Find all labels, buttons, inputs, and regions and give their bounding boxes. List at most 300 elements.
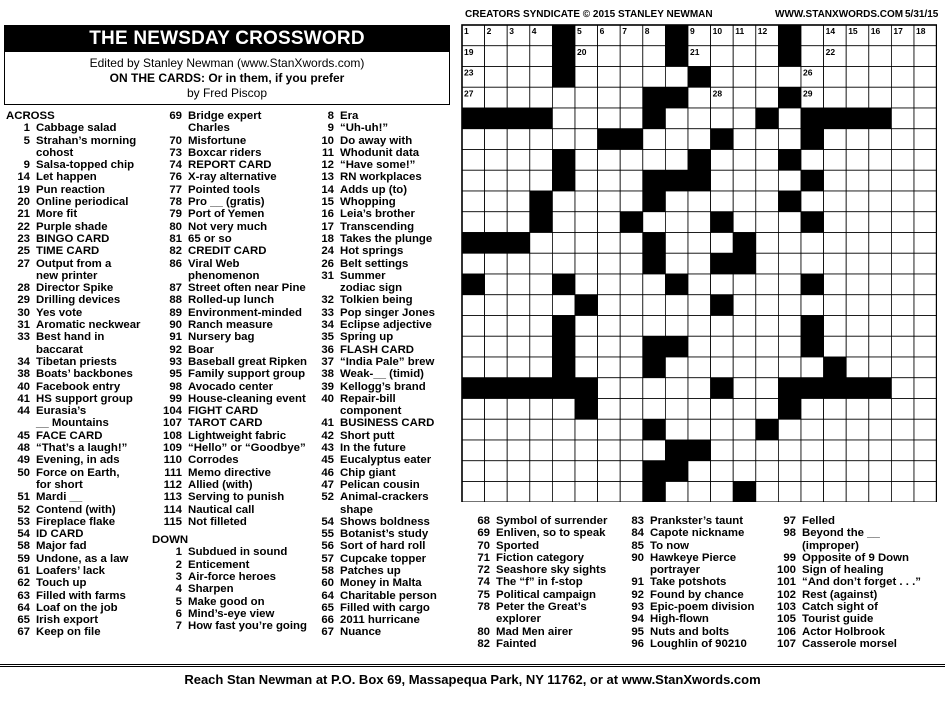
grid-cell[interactable] [688, 87, 711, 108]
grid-cell[interactable] [643, 150, 666, 171]
grid-cell[interactable] [778, 108, 801, 129]
grid-cell[interactable] [643, 67, 666, 88]
grid-cell[interactable] [824, 233, 847, 254]
grid-cell[interactable] [485, 336, 508, 357]
grid-cell[interactable] [824, 316, 847, 337]
grid-cell[interactable] [620, 233, 643, 254]
grid-cell[interactable] [665, 212, 688, 233]
grid-cell[interactable] [891, 253, 914, 274]
grid-cell[interactable] [485, 150, 508, 171]
grid-cell[interactable] [688, 419, 711, 440]
grid-cell[interactable] [552, 482, 575, 503]
grid-cell[interactable] [507, 129, 530, 150]
grid-cell[interactable] [507, 419, 530, 440]
grid-cell[interactable] [575, 170, 598, 191]
grid-cell[interactable] [507, 150, 530, 171]
grid-cell[interactable] [485, 419, 508, 440]
grid-cell[interactable] [485, 295, 508, 316]
grid-cell[interactable] [530, 316, 553, 337]
grid-cell[interactable] [552, 233, 575, 254]
grid-cell[interactable] [756, 399, 779, 420]
grid-cell[interactable] [756, 87, 779, 108]
grid-cell[interactable] [914, 357, 937, 378]
grid-cell[interactable] [688, 253, 711, 274]
grid-cell[interactable] [620, 316, 643, 337]
grid-cell[interactable] [598, 336, 621, 357]
grid-cell[interactable] [846, 170, 869, 191]
grid-cell[interactable] [552, 399, 575, 420]
grid-cell[interactable] [598, 87, 621, 108]
grid-cell[interactable] [756, 336, 779, 357]
grid-cell[interactable] [598, 419, 621, 440]
grid-cell[interactable] [711, 46, 734, 67]
grid-cell[interactable] [462, 191, 485, 212]
grid-cell[interactable] [507, 440, 530, 461]
grid-cell[interactable] [914, 170, 937, 191]
grid-cell[interactable] [462, 212, 485, 233]
grid-cell[interactable] [552, 191, 575, 212]
grid-cell[interactable] [914, 150, 937, 171]
grid-cell[interactable] [530, 87, 553, 108]
grid-cell[interactable] [801, 482, 824, 503]
grid-cell[interactable] [756, 233, 779, 254]
grid-cell[interactable] [598, 482, 621, 503]
grid-cell[interactable] [575, 87, 598, 108]
grid-cell[interactable] [485, 274, 508, 295]
grid-cell[interactable] [824, 87, 847, 108]
grid-cell[interactable] [575, 419, 598, 440]
grid-cell[interactable] [575, 461, 598, 482]
grid-cell[interactable] [620, 108, 643, 129]
grid-cell[interactable] [598, 170, 621, 191]
grid-cell[interactable] [507, 316, 530, 337]
grid-cell[interactable] [462, 129, 485, 150]
grid-cell[interactable] [914, 212, 937, 233]
grid-cell[interactable] [824, 67, 847, 88]
grid-cell[interactable] [801, 399, 824, 420]
grid-cell[interactable] [665, 129, 688, 150]
grid-cell[interactable] [824, 212, 847, 233]
grid-cell[interactable] [869, 461, 892, 482]
grid-cell[interactable] [801, 357, 824, 378]
grid-cell[interactable] [530, 67, 553, 88]
grid-cell[interactable] [711, 357, 734, 378]
grid-cell[interactable] [891, 150, 914, 171]
grid-cell[interactable] [711, 150, 734, 171]
grid-cell[interactable] [733, 357, 756, 378]
grid-cell[interactable] [778, 357, 801, 378]
grid-cell[interactable] [914, 191, 937, 212]
grid-cell[interactable] [462, 482, 485, 503]
grid-cell[interactable] [530, 336, 553, 357]
grid-cell[interactable] [711, 108, 734, 129]
grid-cell[interactable] [869, 191, 892, 212]
grid-cell[interactable] [711, 440, 734, 461]
grid-cell[interactable] [711, 461, 734, 482]
grid-cell[interactable] [575, 482, 598, 503]
grid-cell[interactable] [507, 482, 530, 503]
grid-cell[interactable] [598, 67, 621, 88]
grid-cell[interactable] [665, 108, 688, 129]
grid-cell[interactable] [801, 295, 824, 316]
grid-cell[interactable] [824, 399, 847, 420]
grid-cell[interactable] [462, 461, 485, 482]
grid-cell[interactable] [891, 378, 914, 399]
grid-cell[interactable] [688, 461, 711, 482]
grid-cell[interactable] [643, 46, 666, 67]
grid-cell[interactable] [462, 295, 485, 316]
grid-cell[interactable] [756, 357, 779, 378]
grid-cell[interactable] [575, 233, 598, 254]
grid-cell[interactable] [688, 129, 711, 150]
grid-cell[interactable] [711, 419, 734, 440]
grid-cell[interactable] [824, 274, 847, 295]
grid-cell[interactable] [824, 129, 847, 150]
grid-cell[interactable] [643, 295, 666, 316]
grid-cell[interactable] [756, 295, 779, 316]
grid-cell[interactable] [778, 336, 801, 357]
grid-cell[interactable] [507, 46, 530, 67]
grid-cell[interactable] [485, 357, 508, 378]
grid-cell[interactable] [575, 336, 598, 357]
grid-cell[interactable] [620, 357, 643, 378]
grid-cell[interactable] [598, 233, 621, 254]
grid-cell[interactable] [733, 170, 756, 191]
grid-cell[interactable] [869, 295, 892, 316]
grid-cell[interactable] [620, 295, 643, 316]
grid-cell[interactable] [846, 253, 869, 274]
grid-cell[interactable] [733, 274, 756, 295]
grid-cell[interactable] [914, 440, 937, 461]
grid-cell[interactable] [733, 378, 756, 399]
grid-cell[interactable] [846, 295, 869, 316]
grid-cell[interactable] [620, 253, 643, 274]
grid-cell[interactable] [914, 253, 937, 274]
grid-cell[interactable] [711, 170, 734, 191]
grid-cell[interactable] [801, 25, 824, 46]
grid-cell[interactable] [688, 212, 711, 233]
grid-cell[interactable] [846, 274, 869, 295]
grid-cell[interactable] [620, 150, 643, 171]
grid-cell[interactable] [869, 399, 892, 420]
grid-cell[interactable] [507, 212, 530, 233]
grid-cell[interactable] [846, 419, 869, 440]
grid-cell[interactable] [643, 316, 666, 337]
grid-cell[interactable] [891, 191, 914, 212]
grid-cell[interactable] [688, 108, 711, 129]
grid-cell[interactable] [530, 399, 553, 420]
grid-cell[interactable] [462, 253, 485, 274]
grid-cell[interactable] [778, 295, 801, 316]
grid-cell[interactable] [778, 316, 801, 337]
grid-cell[interactable] [846, 212, 869, 233]
grid-cell[interactable] [552, 295, 575, 316]
grid-cell[interactable] [891, 129, 914, 150]
grid-cell[interactable] [869, 253, 892, 274]
grid-cell[interactable] [733, 150, 756, 171]
grid-cell[interactable] [598, 357, 621, 378]
grid-cell[interactable] [507, 170, 530, 191]
grid-cell[interactable] [507, 191, 530, 212]
grid-cell[interactable] [733, 212, 756, 233]
grid-cell[interactable] [733, 336, 756, 357]
grid-cell[interactable] [914, 316, 937, 337]
grid-cell[interactable] [620, 170, 643, 191]
grid-cell[interactable] [598, 253, 621, 274]
grid-cell[interactable] [756, 316, 779, 337]
grid-cell[interactable] [891, 67, 914, 88]
grid-cell[interactable] [620, 67, 643, 88]
grid-cell[interactable] [891, 316, 914, 337]
grid-cell[interactable] [665, 295, 688, 316]
grid-cell[interactable] [485, 212, 508, 233]
grid-cell[interactable] [869, 440, 892, 461]
grid-cell[interactable] [733, 108, 756, 129]
grid-cell[interactable] [733, 316, 756, 337]
grid-cell[interactable] [914, 482, 937, 503]
grid-cell[interactable] [891, 461, 914, 482]
grid-cell[interactable] [846, 399, 869, 420]
grid-cell[interactable] [914, 46, 937, 67]
grid-cell[interactable] [914, 295, 937, 316]
grid-cell[interactable] [552, 440, 575, 461]
grid-cell[interactable] [575, 357, 598, 378]
grid-cell[interactable] [462, 419, 485, 440]
grid-cell[interactable] [711, 336, 734, 357]
grid-cell[interactable] [914, 67, 937, 88]
grid-cell[interactable] [643, 399, 666, 420]
grid-cell[interactable] [846, 150, 869, 171]
grid-cell[interactable] [530, 274, 553, 295]
grid-cell[interactable] [507, 67, 530, 88]
grid-cell[interactable] [914, 399, 937, 420]
grid-cell[interactable] [665, 399, 688, 420]
grid-cell[interactable] [552, 108, 575, 129]
grid-cell[interactable] [824, 440, 847, 461]
grid-cell[interactable] [756, 253, 779, 274]
grid-cell[interactable] [665, 150, 688, 171]
grid-cell[interactable] [575, 212, 598, 233]
grid-cell[interactable] [462, 150, 485, 171]
grid-cell[interactable] [778, 482, 801, 503]
grid-cell[interactable] [552, 461, 575, 482]
grid-cell[interactable] [507, 295, 530, 316]
grid-cell[interactable] [914, 336, 937, 357]
grid-cell[interactable] [507, 461, 530, 482]
grid-cell[interactable] [711, 191, 734, 212]
grid-cell[interactable] [801, 461, 824, 482]
grid-cell[interactable] [598, 295, 621, 316]
grid-cell[interactable] [575, 150, 598, 171]
grid-cell[interactable] [801, 46, 824, 67]
grid-cell[interactable] [688, 336, 711, 357]
grid-cell[interactable] [778, 170, 801, 191]
grid-cell[interactable] [575, 191, 598, 212]
grid-cell[interactable] [598, 378, 621, 399]
grid-cell[interactable] [688, 399, 711, 420]
grid-cell[interactable] [733, 67, 756, 88]
grid-cell[interactable] [462, 316, 485, 337]
grid-cell[interactable] [778, 129, 801, 150]
grid-cell[interactable] [552, 253, 575, 274]
grid-cell[interactable] [756, 129, 779, 150]
grid-cell[interactable] [462, 336, 485, 357]
grid-cell[interactable] [485, 482, 508, 503]
grid-cell[interactable] [530, 129, 553, 150]
grid-cell[interactable] [598, 316, 621, 337]
grid-cell[interactable] [824, 170, 847, 191]
grid-cell[interactable] [846, 357, 869, 378]
grid-cell[interactable] [914, 129, 937, 150]
grid-cell[interactable] [914, 87, 937, 108]
grid-cell[interactable] [620, 191, 643, 212]
grid-cell[interactable] [824, 336, 847, 357]
grid-cell[interactable] [598, 440, 621, 461]
grid-cell[interactable] [688, 295, 711, 316]
grid-cell[interactable] [733, 295, 756, 316]
grid-cell[interactable] [711, 316, 734, 337]
grid-cell[interactable] [485, 46, 508, 67]
grid-cell[interactable] [778, 212, 801, 233]
grid-cell[interactable] [869, 419, 892, 440]
grid-cell[interactable] [891, 440, 914, 461]
grid-cell[interactable] [643, 440, 666, 461]
grid-cell[interactable] [846, 46, 869, 67]
grid-cell[interactable] [575, 440, 598, 461]
grid-cell[interactable] [891, 233, 914, 254]
grid-cell[interactable] [688, 191, 711, 212]
grid-cell[interactable] [620, 482, 643, 503]
grid-cell[interactable] [891, 212, 914, 233]
grid-cell[interactable] [846, 67, 869, 88]
grid-cell[interactable] [665, 253, 688, 274]
grid-cell[interactable] [756, 440, 779, 461]
grid-cell[interactable] [711, 67, 734, 88]
grid-cell[interactable] [507, 274, 530, 295]
grid-cell[interactable] [869, 170, 892, 191]
grid-cell[interactable] [552, 212, 575, 233]
grid-cell[interactable] [620, 461, 643, 482]
grid-cell[interactable] [688, 233, 711, 254]
grid-cell[interactable] [665, 316, 688, 337]
grid-cell[interactable] [801, 253, 824, 274]
grid-cell[interactable] [824, 295, 847, 316]
grid-cell[interactable] [552, 419, 575, 440]
grid-cell[interactable] [485, 170, 508, 191]
grid-cell[interactable] [620, 399, 643, 420]
grid-cell[interactable] [869, 87, 892, 108]
grid-cell[interactable] [891, 295, 914, 316]
grid-cell[interactable] [891, 170, 914, 191]
grid-cell[interactable] [665, 378, 688, 399]
grid-cell[interactable] [643, 378, 666, 399]
grid-cell[interactable] [665, 233, 688, 254]
grid-cell[interactable] [778, 461, 801, 482]
grid-cell[interactable] [914, 108, 937, 129]
grid-cell[interactable] [733, 87, 756, 108]
grid-cell[interactable] [869, 212, 892, 233]
grid-cell[interactable] [711, 399, 734, 420]
grid-cell[interactable] [507, 87, 530, 108]
grid-cell[interactable] [530, 419, 553, 440]
grid-cell[interactable] [778, 253, 801, 274]
grid-cell[interactable] [485, 191, 508, 212]
grid-cell[interactable] [824, 461, 847, 482]
grid-cell[interactable] [914, 378, 937, 399]
grid-cell[interactable] [620, 274, 643, 295]
grid-cell[interactable] [485, 87, 508, 108]
grid-cell[interactable] [733, 191, 756, 212]
grid-cell[interactable] [869, 129, 892, 150]
grid-cell[interactable] [824, 253, 847, 274]
grid-cell[interactable] [575, 274, 598, 295]
grid-cell[interactable] [598, 399, 621, 420]
grid-cell[interactable] [756, 212, 779, 233]
grid-cell[interactable] [462, 357, 485, 378]
grid-cell[interactable] [643, 129, 666, 150]
grid-cell[interactable] [711, 274, 734, 295]
grid-cell[interactable] [530, 295, 553, 316]
grid-cell[interactable] [891, 336, 914, 357]
grid-cell[interactable] [733, 399, 756, 420]
grid-cell[interactable] [507, 399, 530, 420]
grid-cell[interactable] [914, 274, 937, 295]
grid-cell[interactable] [530, 357, 553, 378]
grid-cell[interactable] [778, 440, 801, 461]
grid-cell[interactable] [801, 440, 824, 461]
grid-cell[interactable] [462, 399, 485, 420]
grid-cell[interactable] [846, 482, 869, 503]
grid-cell[interactable] [620, 440, 643, 461]
grid-cell[interactable] [891, 419, 914, 440]
grid-cell[interactable] [620, 87, 643, 108]
grid-cell[interactable] [620, 419, 643, 440]
grid-cell[interactable] [846, 336, 869, 357]
grid-cell[interactable] [846, 461, 869, 482]
grid-cell[interactable] [891, 87, 914, 108]
grid-cell[interactable] [756, 67, 779, 88]
grid-cell[interactable] [778, 419, 801, 440]
grid-cell[interactable] [665, 482, 688, 503]
grid-cell[interactable] [756, 378, 779, 399]
grid-cell[interactable] [756, 46, 779, 67]
grid-cell[interactable] [485, 129, 508, 150]
grid-cell[interactable] [507, 253, 530, 274]
grid-cell[interactable] [485, 399, 508, 420]
crossword-grid[interactable] [461, 24, 937, 502]
grid-cell[interactable] [598, 108, 621, 129]
grid-cell[interactable] [733, 419, 756, 440]
grid-cell[interactable] [665, 419, 688, 440]
grid-cell[interactable] [869, 316, 892, 337]
grid-cell[interactable] [688, 274, 711, 295]
grid-cell[interactable] [846, 440, 869, 461]
grid-cell[interactable] [824, 191, 847, 212]
grid-cell[interactable] [575, 67, 598, 88]
grid-cell[interactable] [665, 357, 688, 378]
grid-cell[interactable] [891, 399, 914, 420]
grid-cell[interactable] [711, 482, 734, 503]
grid-cell[interactable] [530, 253, 553, 274]
grid-cell[interactable] [598, 46, 621, 67]
grid-cell[interactable] [575, 253, 598, 274]
grid-cell[interactable] [598, 212, 621, 233]
grid-cell[interactable] [733, 440, 756, 461]
grid-cell[interactable] [801, 233, 824, 254]
grid-cell[interactable] [756, 170, 779, 191]
grid-cell[interactable] [575, 129, 598, 150]
grid-cell[interactable] [643, 274, 666, 295]
